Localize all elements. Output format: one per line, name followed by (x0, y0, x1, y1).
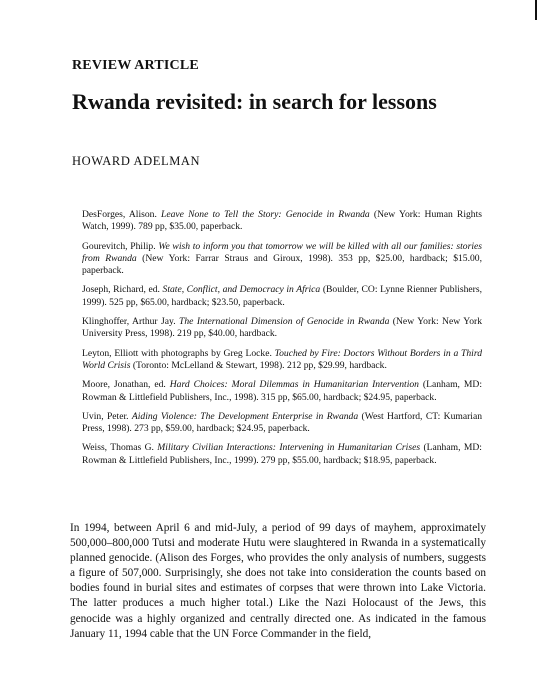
reference-author: Moore, Jonathan, ed. (82, 379, 170, 391)
page-corner-mark (535, 0, 537, 20)
reference-entry (82, 241, 482, 278)
reference-entry (82, 348, 482, 373)
reviewed-books-list (82, 209, 482, 474)
reference-entry (82, 316, 482, 341)
reference-title: The International Dimension of Genocide in Rwanda (179, 316, 390, 328)
reference-author: Joseph, Richard, ed. (82, 284, 163, 296)
reference-author: DesForges, Alison. (82, 209, 162, 220)
reference-publication: (Lanham, MD: Rowman & Littlefield Publishers, Inc., 1999). 279 pp, $55.00, hardback; $18.95, paperback. (82, 442, 482, 466)
reference-publication: (Toronto: McLelland & Stewart, 1998). 212 pp, $29.99, hardback. (130, 359, 387, 371)
reference-title: Military Civilian Interactions: Intervening in Humanitarian Crises (157, 442, 421, 454)
section-label: REVIEW ARTICLE (72, 58, 199, 73)
reference-title: Aiding Violence: The Development Enterprise in Rwanda (131, 410, 359, 422)
reference-title: State, Conflict, and Democracy in Africa (162, 284, 321, 296)
reference-publication: (New York: Farrar Straus and Giroux, 1998). 353 pp, $25.00, hardback; $15.00, paperback. (82, 252, 482, 277)
reference-publication: (West Hartford, CT: Kumarian Press, 1998). 273 pp, $59.00, hardback; $24.95, paperback. (82, 410, 482, 435)
reference-author: Weiss, Thomas G. (82, 442, 158, 454)
reference-publication: (New York: New York University Press, 1998). 219 pp, $40.00, hardback. (82, 316, 482, 340)
reference-entry (82, 379, 482, 404)
reference-publication: (New York: Human Rights Watch, 1999). 789 pp, $35.00, paperback. (82, 209, 482, 233)
article-title: Rwanda revisited: in search for lessons (72, 89, 437, 114)
reference-title: Hard Choices: Moral Dilemmas in Humanitarian Intervention (169, 379, 419, 391)
body-paragraph: In 1994, between April 6 and mid-July, a period of 99 days of mayhem, approximately 500,000–800,000 Tutsi and moderate Hutu were slaughtered in Rwanda in a systematically planned genocide. (Alison des Forges, who provides the only analysis of numbers, suggests a figure of 507,000. Surprisingly, she does not take into consideration the counts based on bodies found in burial sites and estimates of corpses that were thrown into Lake Victoria. The latter produces a much higher total.) Like the Nazi Holocaust of the Jews, this genocide was a highly organized and centrally directed one. As indicated in the famous January 11, 1994 cable that the UN Force Commander in the field, (70, 522, 486, 640)
reference-author: Uvin, Peter. (82, 410, 132, 422)
author-name: HOWARD ADELMAN (72, 154, 201, 168)
reference-title: Leave None to Tell the Story: Genocide in Rwanda (161, 209, 370, 220)
reference-author: Klinghoffer, Arthur Jay. (82, 316, 180, 328)
reference-entry (82, 209, 482, 234)
reference-author: Leyton, Elliott with photographs by Greg Locke. (82, 347, 275, 359)
reference-title: We wish to inform you that tomorrow we will be killed with all our families: stories from Rwanda (82, 240, 482, 264)
reference-author: Gourevitch, Philip. (82, 240, 159, 252)
reference-title: Touched by Fire: Doctors Without Borders in a Third World Crisis (82, 347, 482, 371)
reference-publication: (Lanham, MD: Rowman & Littlefield Publishers, Inc., 1998). 315 pp, $65.00, hardback; $24.95, paperback. (82, 379, 483, 403)
reference-entry (82, 284, 482, 309)
reference-entry (82, 442, 482, 467)
reference-publication: (Boulder, CO: Lynne Rienner Publishers, 1999). 525 pp, $65.00, hardback; $23.50, paperback. (82, 284, 483, 308)
reference-entry (82, 411, 482, 436)
